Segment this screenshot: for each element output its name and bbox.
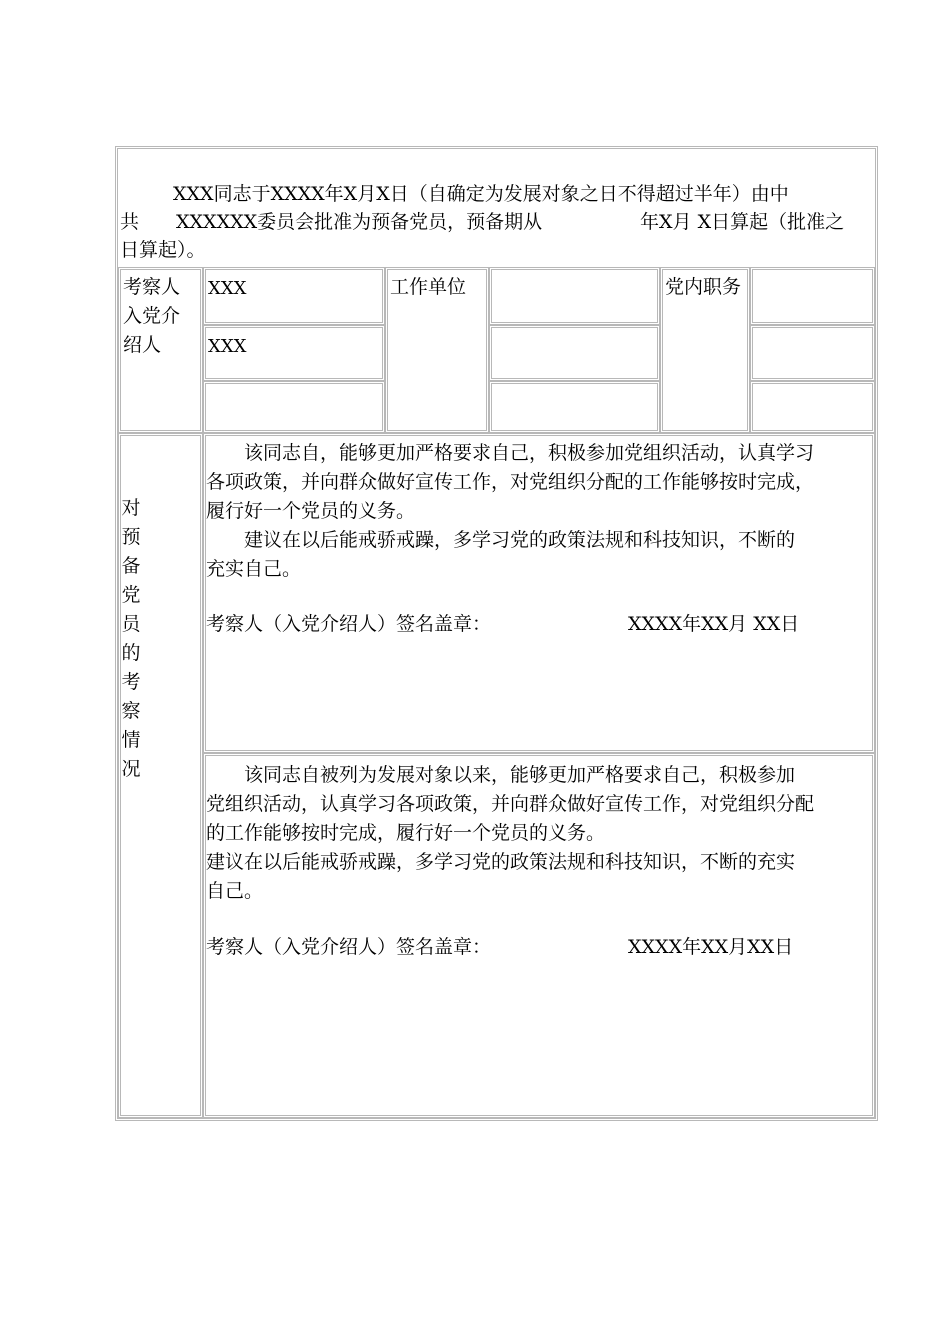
- introducer-name-cell-2: [203, 325, 385, 381]
- evaluation-label-cell: [118, 433, 203, 1118]
- evaluation-label: 对 预 备 党 员 的 考 察 情 况: [121, 497, 141, 780]
- intro-line-2b: XXXXXX委员会批准为预备党员，预备期从: [176, 211, 543, 233]
- introducer-label-line-1: 考察人: [123, 276, 181, 298]
- evaluation-second-line-3: 的工作能够按时完成，履行好一个党员的义务。: [206, 822, 606, 844]
- intro-line-1: XXX同志于XXXX年X月X日（自确定为发展对象之日不得超过半年）由中: [173, 183, 789, 205]
- evaluation-first-line-3: 履行好一个党员的义务。: [206, 500, 416, 522]
- evaluation-second-cell: [203, 753, 875, 1118]
- evaluation-second-date: XXXX年XX月XX日: [628, 936, 794, 958]
- introducer-name-cell-1: [203, 267, 385, 325]
- introducer-label-line-2: 入党介: [123, 305, 181, 327]
- evaluation-second-line-2: 党组织活动，认真学习各项政策，并向群众做好宣传工作，对党组织分配: [206, 793, 815, 815]
- evaluation-first-line-2: 各项政策，并向群众做好宣传工作，对党组织分配的工作能够按时完成，: [206, 471, 815, 493]
- work-unit-cell-3: [489, 381, 660, 433]
- evaluation-first-line-5: 充实自己。: [206, 558, 302, 580]
- work-unit-cell-2: [489, 325, 660, 381]
- introducer-name-cell-3: [203, 381, 385, 433]
- work-unit-cell-1: [489, 267, 660, 325]
- work-unit-label-cell: [385, 267, 489, 433]
- intro-line-3: 日算起）。: [120, 239, 206, 261]
- evaluation-second-line-5: 自己。: [206, 880, 264, 902]
- evaluation-first-date: XXXX年XX月 XX日: [628, 613, 800, 635]
- evaluation-first-line-1: 该同志自，能够更加严格要求自己，积极参加党组织活动，认真学习: [206, 442, 815, 464]
- evaluation-second-sign-label: 考察人（入党介绍人）签名盖章：: [206, 936, 492, 958]
- party-post-cell-2: [750, 325, 875, 381]
- evaluation-second-line-1: 该同志自被列为发展对象以来，能够更加严格要求自己，积极参加: [206, 764, 796, 786]
- introducer-label-cell: [118, 267, 203, 433]
- party-post-label: 党内职务: [665, 276, 742, 298]
- introducer-name-2: XXX: [208, 336, 247, 357]
- party-post-label-cell: [660, 267, 750, 433]
- evaluation-second-line-4: 建议在以后能戒骄戒躁，多学习党的政策法规和科技知识，不断的充实: [206, 851, 796, 873]
- introducer-label-line-3: 绍人: [123, 334, 162, 356]
- work-unit-label: 工作单位: [390, 276, 467, 298]
- evaluation-first-cell: [203, 433, 875, 753]
- evaluation-first-line-4: 建议在以后能戒骄戒躁，多学习党的政策法规和科技知识，不断的: [206, 529, 796, 551]
- party-post-cell-1: [750, 267, 875, 325]
- intro-line-2a: 共: [120, 211, 140, 233]
- intro-line-2c: 年X月 X日算起（批准之: [640, 211, 845, 233]
- examination-form: [115, 146, 878, 1121]
- party-post-cell-3: [750, 381, 875, 433]
- introducer-name-1: XXX: [208, 278, 247, 299]
- evaluation-first-sign-label: 考察人（入党介绍人）签名盖章：: [206, 613, 492, 635]
